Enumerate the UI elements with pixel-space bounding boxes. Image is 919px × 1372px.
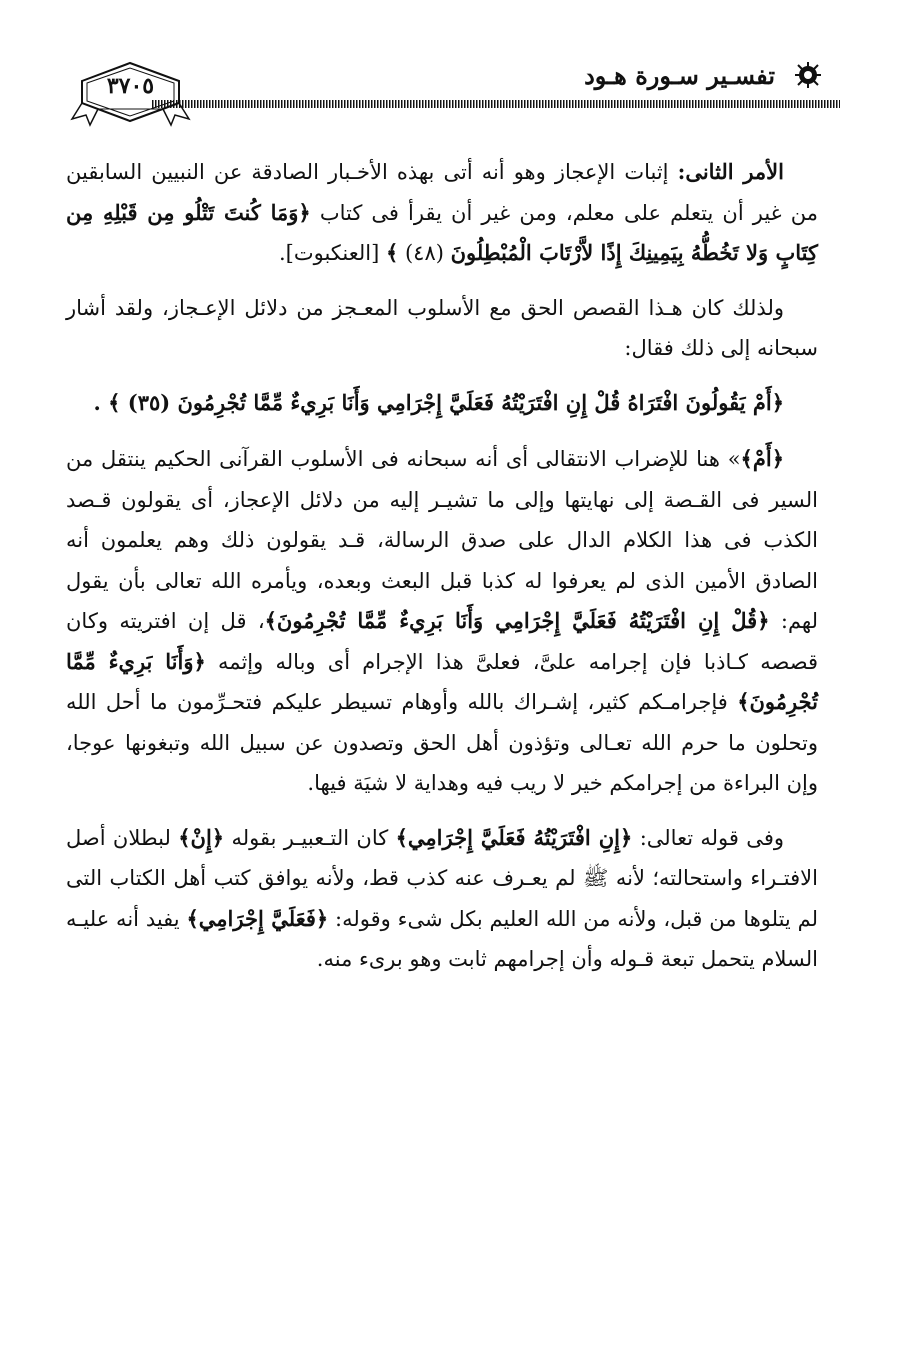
paragraph-text: لبطلان أصل الافتـراء واستحالته؛ لأنه ﷺ لم يعـرف عنه كذب قط، ولأنه يوافق كتب أهل الكتاب التى لم يتلوها من قبل، ولأنه من الله العليم بكل شىء وقوله: xyxy=(66,825,818,931)
paragraph-miracle xyxy=(66,288,818,369)
quran-quote: ﴿فَعَلَيَّ إِجْرَامِي﴾ xyxy=(186,905,329,931)
paragraph-text: فإجرامـكم كثير، إشـراك بالله وأوهام تسيطر عليكم فتحـرِّمون ما أحل الله وتحلون ما حرم الله تعـالى وتؤذون أهل الحق وتصدون عن سبيل الله وتبغونها عوجا، وإن البراءة من إجرامكم خير لا ريب فيه وهداية لا شيَة فيها. xyxy=(66,690,818,795)
verse-bracket-close: ﴾ xyxy=(385,240,399,265)
page-body xyxy=(66,152,818,994)
quran-verse: أَمْ يَقُولُونَ افْتَرَاهُ قُلْ إِنِ افْتَرَيْتُهُ فَعَلَيَّ إِجْرَامِي وَأَنَا بَرِيءٌ مِّمَّا تُجْرِمُونَ xyxy=(177,389,772,415)
paragraph-lead: الأمر الثانى: xyxy=(677,159,784,184)
verse-bracket-open: ﴿ xyxy=(771,389,784,415)
paragraph-text: إثبات الإعجاز وهو أنه أتى بهذه الأخـبار الصادقة عن النبيين السابقين من غير أن يتعلم على معلم، ومن غير أن يقرأ فى كتاب xyxy=(66,160,818,225)
paragraph-commentary xyxy=(66,439,818,804)
verse-bracket-close: ﴾ xyxy=(108,389,121,415)
paragraph-text: يفيد أنه عليـه السلام يتحمل تبعة قـوله وأن إجرامهم ثابت وهو برىء منه. xyxy=(66,906,818,971)
quran-verse: وَمَا كُنتَ تَتْلُو مِن قَبْلِهِ مِن كِتَابٍ وَلا تَخُطُّهُ بِيَمِينِكَ إِذًا لاَّرْتَابَ الْمُبْطِلُونَ xyxy=(66,199,818,265)
quran-quote: ﴿أَمْ﴾ xyxy=(740,446,784,471)
quran-quote: ﴿وَأَنَا بَرِيءٌ مِّمَّا تُجْرِمُونَ﴾ xyxy=(66,648,818,714)
page-header xyxy=(60,55,840,135)
surah-reference: [العنكبوت]. xyxy=(278,241,386,265)
page-number: ٣٧٠٥ xyxy=(106,73,155,99)
running-title: تفسـير سـورة هـود xyxy=(584,61,775,90)
header-rule xyxy=(152,100,840,108)
paragraph-text: وفى قوله تعالى: xyxy=(632,825,784,850)
verse-number: (٤٨) xyxy=(398,241,451,265)
paragraph-text: ولذلك كان هـذا القصص الحق مع الأسلوب المعـجز من دلائل الإعـجاز، ولقد أشار سبحانه إلى ذلك فقال: xyxy=(66,295,818,360)
paragraph-expression xyxy=(66,818,818,980)
main-verse xyxy=(66,383,818,424)
quran-quote: ﴿إِنْ﴾ xyxy=(178,824,225,850)
quran-quote: ﴿إِنِ افْتَرَيْتُهُ فَعَلَيَّ إِجْرَامِي﴾ xyxy=(395,824,633,850)
quran-quote: ﴿قُلْ إِنِ افْتَرَيْتُهُ فَعَلَيَّ إِجْرَامِي وَأَنَا بَرِيءٌ مِّمَّا تُجْرِمُونَ﴾ xyxy=(264,608,770,633)
verse-bracket-open: ﴿ xyxy=(298,199,311,225)
ornament-icon xyxy=(794,61,822,89)
paragraph-text: كان التـعبيـر بقوله xyxy=(224,825,396,850)
verse-number: (٣٥) xyxy=(120,389,178,415)
page-number-badge xyxy=(68,59,193,129)
paragraph-second-matter xyxy=(66,152,818,274)
verse-end: . xyxy=(93,389,109,415)
paragraph-text: » هنا للإضراب الانتقالى أى أنه سبحانه فى الأسلوب القرآنى الحكيم ينتقل من السير فى القـصة إلى نهايتها وإلى ما تشيـر إليه من دلائل الإعجاز، أى يقولون قـصد الكذب فى هذا الكلام الدال على صدق الرسالة، قـد يقولون ذلك وهم يعلمون أنه الصادق الأمين الذى لم يعرفوا له كذبا قبل البعث وبعده، ويأمره الله تعالى بأن يقول لهم: xyxy=(66,447,819,633)
paragraph-text: ، قل إن افتريته وكان قصصه كـاذبا فإن إجرامه علىَّ، فعلىَّ هذا الإجرام أى وباله وإثمه xyxy=(66,609,818,674)
